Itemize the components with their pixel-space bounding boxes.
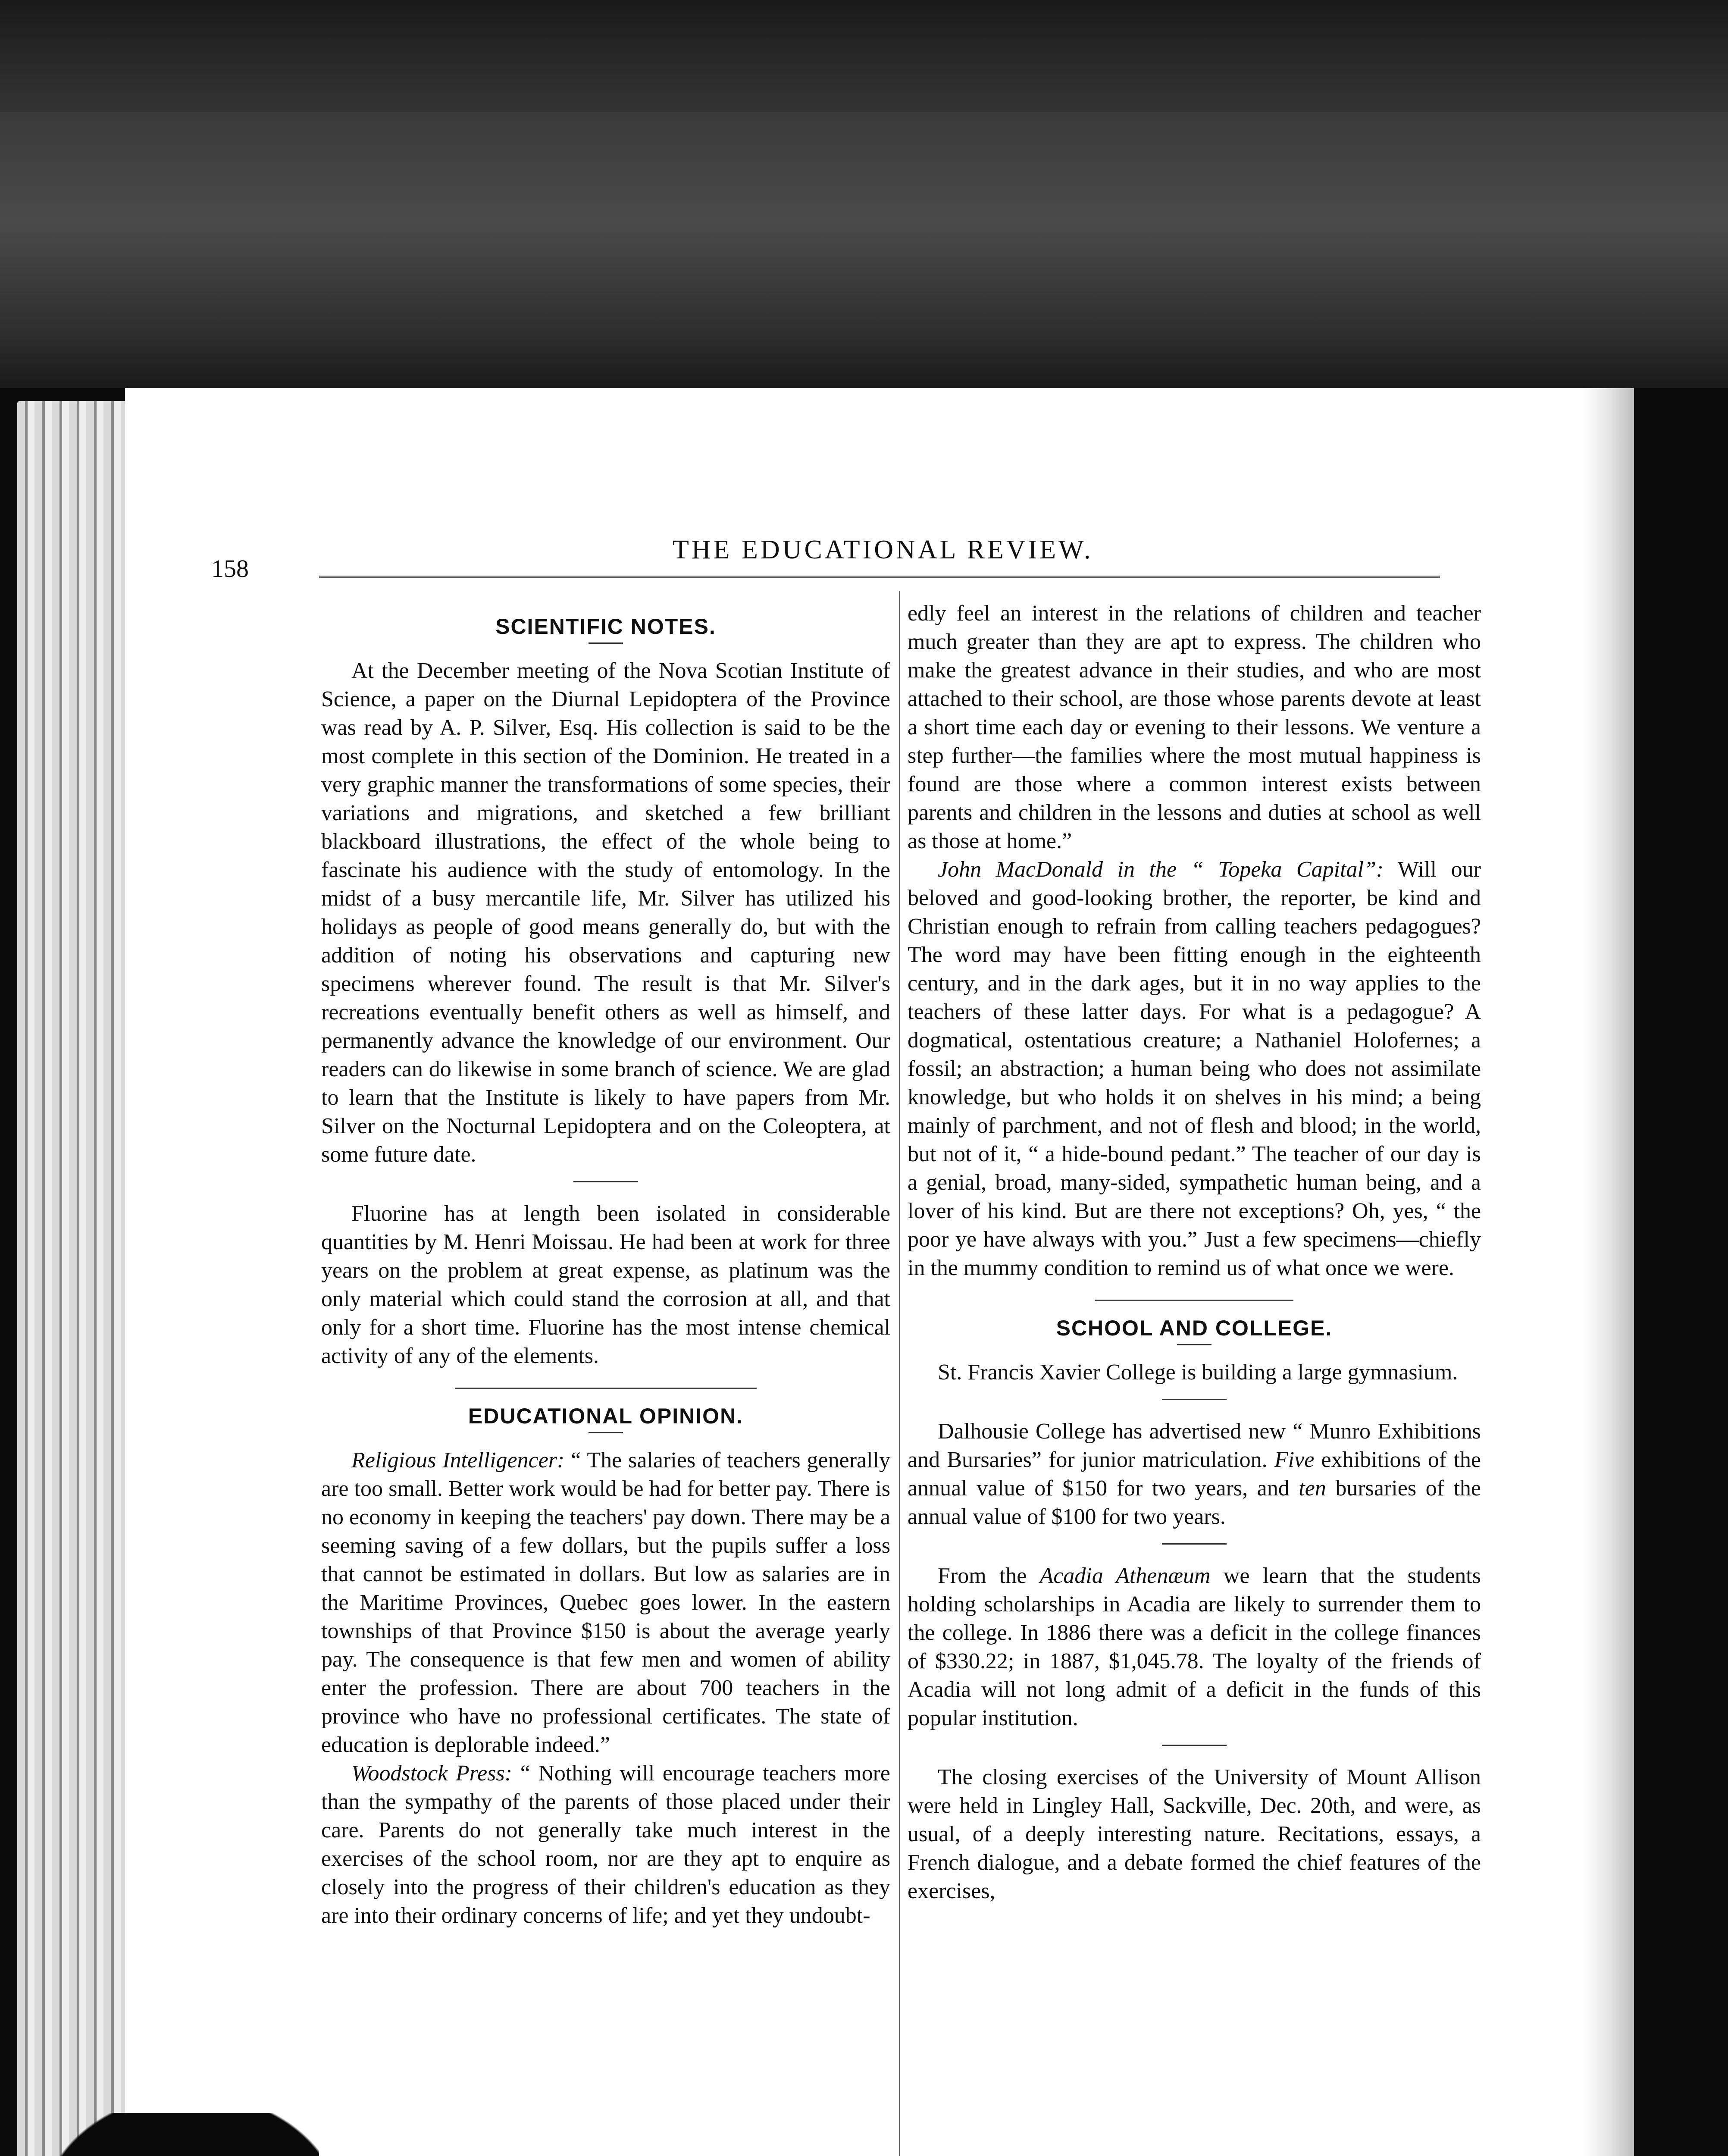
- quote-text: “ Nothing will encourage teachers more than the sympathy of the parents of those placed under their care. Parents do not generally take much interest in the exercises of the school room, nor are they apt to enquire as closely into the progress of their children's education as they are into their ordinary concerns of life; and yet they undoubt-: [321, 1761, 890, 1928]
- news-source: Acadia Athenæum: [1039, 1564, 1211, 1588]
- quote-text: “ The salaries of teachers generally are too small. Better work would be had for better pay. There is no economy in keeping the teachers' pay down. There may be a seeming saving of a few dollars, but the pupils suffer a loss that cannot be estimated in dollars. But low as salaries are in the Maritime Provinces, Quebec goes lower. In the eastern townships of that Province $150 is about the average yearly pay. The consequence is that few men and women of ability enter the profession. There are about 700 teachers in the province who have no professional certificates. The state of education is deplorable indeed.”: [321, 1448, 890, 1757]
- section-heading-scientific-notes: SCIENTIFIC NOTES.: [495, 614, 716, 639]
- heading-underline: [589, 1432, 623, 1433]
- left-column: [321, 604, 890, 1930]
- news-text: we learn that the students holding scholarships in Acadia are likely to surrender them to the college. In 1886 there was a deficit in the college finances of $330.22; in 1887, $1,045.78. The loyalty of the friends of Acadia will not long admit of a deficit in the funds of this popular institution.: [908, 1564, 1481, 1730]
- quote-paragraph: [908, 856, 1481, 1282]
- separator-rule: [573, 1181, 638, 1182]
- news-emphasis: ten: [1299, 1476, 1326, 1501]
- news-text: bursaries of the annual value of $100 for two years.: [908, 1476, 1481, 1529]
- quote-source: Woodstock Press:: [351, 1761, 512, 1786]
- separator-rule: [1162, 1543, 1227, 1545]
- film-top-border: [0, 0, 1728, 112]
- quote-text: Will our beloved and good-looking brother, the reporter, be kind and Christian enough to refrain from calling teachers pedagogues? The word may have been fitting enough in the eighteenth century, and in the dark ages, but it in no way applies to the teachers of these latter days. For what is a pedagogue? A dogmatical, ostentatious creature; a Nathaniel Holofernes; a fossil; an abstraction; a human being who does not assimilate knowledge, but who holds it on shelves in his mind; a being mainly of parchment, and not of flesh and blood; in the world, but not of it, “ a hide-bound pedant.” The teacher of our day is a genial, broad, many-sided, sympathetic human being, and a lover of his kind. But are there not exceptions? Oh, yes, “ the poor ye have always with you.” Just a few specimens—chiefly in the mummy condition to remind us of what once we were.: [908, 857, 1481, 1280]
- section-heading-school-and-college: SCHOOL AND COLLEGE.: [1056, 1316, 1333, 1340]
- news-text: From the: [938, 1564, 1040, 1588]
- quote-source: John MacDonald in the “ Topeka Capital”:: [938, 857, 1384, 882]
- article-paragraph: At the December meeting of the Nova Scotian Institute of Science, a paper on the Diurnal Lepidoptera of the Province was read by A. P. Silver, Esq. His collection is said to be the most complete in this section of the Dominion. He treated in a very graphic manner the transformations of some species, their variations and migrations, and sketched a few brilliant blackboard illustrations, the effect of the whole being to fascinate his audience with the study of entomology. In the midst of a busy mercantile life, Mr. Silver has utilized his holidays as people of good means generally do, but with the addition of noting his observations and capturing new specimens wherever found. The result is that Mr. Silver's recreations eventually benefit others as well as himself, and permanently advance the knowledge of our environment. Our readers can do likewise in some branch of science. We are glad to learn that the Institute is likely to have papers from Mr. Silver on the Nocturnal Lepidoptera and on the Coleoptera, at some future date.: [321, 658, 890, 1167]
- header-rule: [319, 576, 1440, 578]
- section-rule: [1095, 1300, 1293, 1301]
- news-paragraph: [908, 1562, 1481, 1733]
- page-number: 158: [211, 555, 249, 583]
- book-page-edges: [17, 401, 129, 2156]
- separator-rule: [1162, 1745, 1227, 1746]
- scanner-thumb-shadow: [0, 2113, 319, 2156]
- news-text: exhibitions of the annual value of $150 for two years, and: [908, 1448, 1481, 1501]
- quote-continuation: edly feel an interest in the relations of children and teacher much greater than they are apt to express. The children who make the greatest advance in their studies, and who are most attached to their school, are those whose parents devote at least a short time each day or evening to their lessons. We venture a step further—the families where the most mutual happiness is found are those where a common interest exists between parents and children in the lessons and duties at school as well as those at home.”: [908, 601, 1481, 853]
- facing-page-shadow: [0, 112, 1728, 388]
- news-text: Dalhousie College has advertised new “ Munro Exhibitions and Bursaries” for junior matriculation.: [908, 1419, 1481, 1472]
- running-title: THE EDUCATIONAL REVIEW.: [673, 535, 1093, 564]
- news-paragraph: The closing exercises of the University of Mount Allison were held in Lingley Hall, Sackville, Dec. 20th, and were, as usual, of a deeply interesting nature. Recitations, essays, a French dialogue, and a debate formed the chief features of the exercises,: [908, 1765, 1481, 1903]
- news-emphasis: Five: [1274, 1448, 1315, 1472]
- separator-rule: [1162, 1399, 1227, 1400]
- news-paragraph: St. Francis Xavier College is building a large gymnasium.: [938, 1360, 1458, 1385]
- article-paragraph: Fluorine has at length been isolated in considerable quantities by M. Henri Moissau. He had been at work for three years on the problem at great expense, as platinum was the only material which could stand the corrosion at all, and that only for a short time. Fluorine has the most intense chemical activity of any of the elements.: [321, 1201, 890, 1368]
- column-divider: [899, 591, 900, 2156]
- right-column: [908, 599, 1481, 1905]
- section-rule: [455, 1388, 757, 1389]
- quote-source: Religious Intelligencer:: [351, 1448, 565, 1473]
- news-paragraph: [908, 1417, 1481, 1531]
- page-gutter: [1582, 388, 1634, 2156]
- quote-paragraph: [321, 1446, 890, 1759]
- section-heading-educational-opinion: EDUCATIONAL OPINION.: [468, 1404, 744, 1428]
- quote-paragraph: [321, 1759, 890, 1930]
- heading-underline: [589, 642, 623, 644]
- heading-underline: [1177, 1344, 1211, 1345]
